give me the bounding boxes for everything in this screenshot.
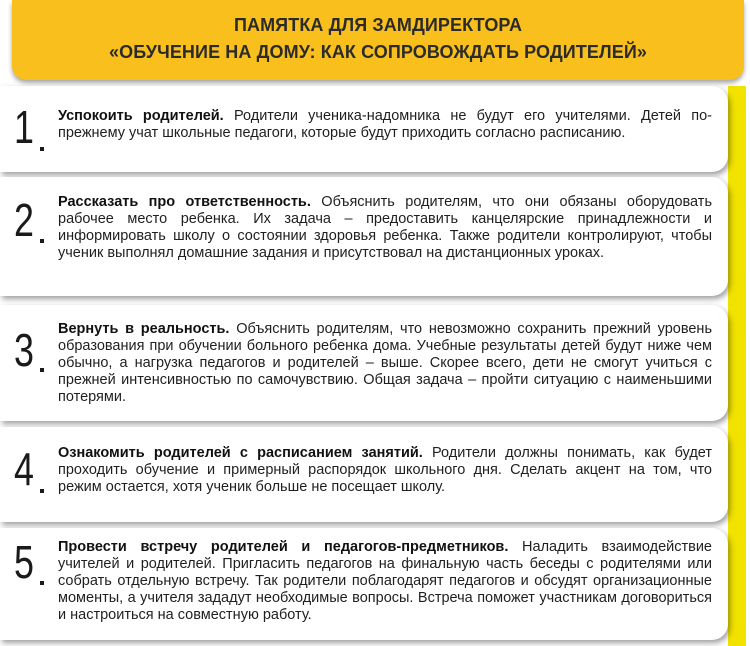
item-title: Провести встречу родителей и педагогов-предметников. — [58, 539, 509, 555]
item-body: Родители должны понимать, как будет проходить обучение и примерный распорядок школьного дня. Сделать акцент на том, что режим остается, хотя ученик больше не посещает школу. — [58, 445, 713, 495]
item-number-dot — [40, 239, 44, 243]
memo-item-5 — [0, 528, 728, 640]
memo-item-1 — [0, 86, 728, 172]
item-number: 3 — [14, 324, 34, 376]
item-title: Успокоить родителей. — [58, 108, 224, 124]
item-number-dot — [40, 581, 44, 585]
item-title: Вернуть в реальность. — [58, 321, 230, 337]
item-body: Объяснить родителям, что они обязаны оборудовать рабочее место ребенка. Их задача – предоставить канцелярские принадлежности и информировать школу о состоянии здоровья ребенка. Также родители контролируют, чтобы ученик выполнял домашние задания и присутствовал на дистанционных уроках. — [58, 194, 712, 261]
item-number: 5 — [14, 536, 34, 588]
item-body: Объяснить родителям, что невозможно сохранить прежний уровень образования при обучении больного ребенка дома. Учебные результаты детей будут ниже чем обычно, а нагрузка педагогов и родителей – выше. Скорее всего, дети не смогут учиться с прежней интенсивностью по самочувствию. Общая задача – пройти ситуацию с наименьшими потерями. — [58, 321, 712, 405]
item-body: Родители ученика-надомника не будут его учителями. Детей по-прежнему учат школьные педагоги, которые будут приходить согласно расписанию. — [58, 108, 713, 141]
memo-header — [12, 0, 744, 80]
item-text — [58, 108, 712, 142]
item-number-dot — [40, 368, 44, 372]
decorative-yellow-strip — [728, 86, 746, 646]
memo-item-4 — [0, 427, 728, 522]
item-text — [58, 539, 712, 624]
item-number-dot — [40, 147, 44, 151]
item-number-dot — [40, 489, 44, 493]
memo-title-line-1: ПАМЯТКА ДЛЯ ЗАМДИРЕКТОРА — [233, 15, 523, 35]
item-title: Рассказать про ответственность. — [58, 194, 311, 210]
item-text — [58, 445, 712, 496]
item-body: Наладить взаимодействие учителей и родителей. Пригласить педагогов на финальную часть беседы с родителями или собрать отдельную встречу. Так родители поблагодарят педагогов и обсудят организационные моменты, а учителя зададут необходимые вопросы. Встреча поможет участникам договориться и настроиться на совместную работу. — [58, 539, 712, 623]
item-title: Ознакомить родителей с расписанием занятий. — [58, 445, 423, 461]
memo-item-3 — [0, 305, 728, 421]
item-text — [58, 194, 712, 262]
item-number: 1 — [14, 101, 34, 153]
item-number: 4 — [14, 443, 34, 495]
memo-title-line-2: «ОБУЧЕНИЕ НА ДОМУ: КАК СОПРОВОЖДАТЬ РОДИТЕЛЕЙ» — [108, 42, 647, 62]
memo-item-2 — [0, 177, 728, 296]
item-number: 2 — [14, 194, 34, 246]
item-text — [58, 321, 712, 406]
